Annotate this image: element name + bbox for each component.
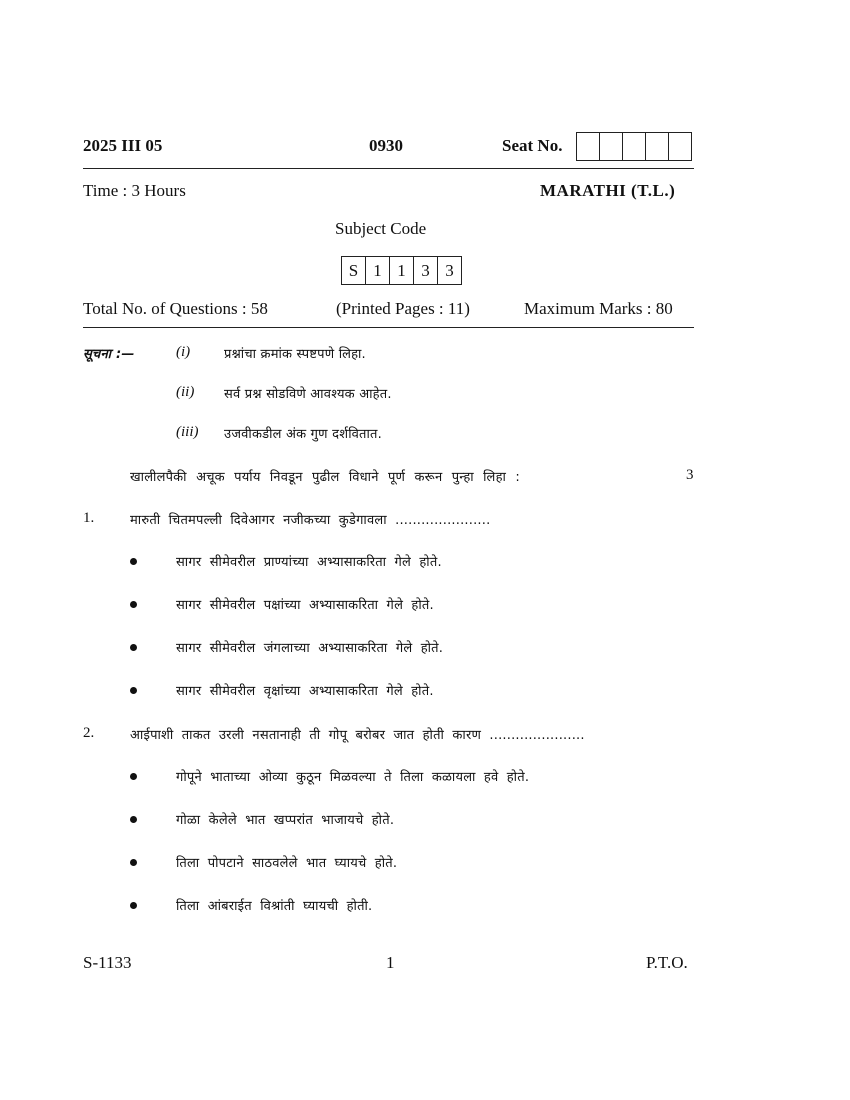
paper-code: 0930: [369, 136, 403, 155]
maximum-marks: Maximum Marks : 80: [524, 299, 673, 318]
seat-box-1: [577, 133, 599, 160]
subject-code-char: S: [348, 260, 359, 280]
subject-code-char: 3: [437, 257, 461, 284]
bullet-icon: [130, 601, 137, 608]
bullet-icon: [130, 902, 137, 909]
bullet-icon: [130, 816, 137, 823]
option-text: तिला आंबराईत विश्रांती घ्यायची होती.: [176, 899, 373, 914]
option-text: तिला पोपटाने साठवलेले भात घ्यायचे होते.: [176, 856, 398, 871]
instruction-number: (iii): [176, 424, 199, 440]
printed-pages: (Printed Pages : 11): [336, 299, 470, 318]
bullet-icon: [130, 644, 137, 651]
seat-number-boxes: [576, 132, 692, 161]
section-marks: 3: [686, 467, 694, 483]
option-text: सागर सीमेवरील प्राण्यांच्या अभ्यासाकरिता गेले होते.: [176, 555, 442, 570]
option-text: सागर सीमेवरील पक्षांच्या अभ्यासाकरिता गेले होते.: [176, 598, 434, 613]
instructions-label: सूचना :—: [83, 347, 135, 362]
seat-box-3: [622, 133, 645, 160]
seat-label: Seat No.: [502, 136, 563, 155]
question-number: 2.: [83, 725, 95, 741]
subject-title: MARATHI (T.L.): [540, 181, 676, 200]
subject-code-char: 1: [389, 257, 413, 284]
option-text: सागर सीमेवरील वृक्षांच्या अभ्यासाकरिता गेले होते.: [176, 684, 434, 699]
subject-code-boxes: [341, 256, 462, 285]
pto-label: P.T.O.: [646, 953, 688, 972]
exam-code: 2025 III 05: [83, 136, 163, 155]
bullet-icon: [130, 773, 137, 780]
subject-code-char: 1: [365, 257, 389, 284]
instruction-text: सर्व प्रश्न सोडविणे आवश्यक आहेत.: [224, 387, 392, 402]
option-text: गोपूने भाताच्या ओव्या कुठून मिळवल्या ते तिला कळायला हवे होते.: [176, 770, 530, 785]
seat-box-4: [645, 133, 668, 160]
footer-code: S-1133: [83, 953, 132, 972]
instruction-text: प्रश्नांचा क्रमांक स्पष्टपणे लिहा.: [224, 347, 366, 362]
page-number: 1: [386, 953, 395, 972]
time-label: Time : 3 Hours: [83, 181, 186, 200]
header-divider-2: [83, 327, 694, 328]
header-divider-1: [83, 168, 694, 169]
question-number: 1.: [83, 510, 95, 526]
bullet-icon: [130, 558, 137, 565]
subject-code-char: 3: [413, 257, 437, 284]
subject-code-label: Subject Code: [335, 219, 427, 238]
question-text: आईपाशी ताकत उरली नसतानाही ती गोपू बरोबर जात होती कारण ......................: [130, 728, 585, 743]
instruction-number: (ii): [176, 384, 195, 400]
instruction-number: (i): [176, 344, 191, 360]
section-heading: खालीलपैकी अचूक पर्याय निवडून पुढील विधाने पूर्ण करून पुन्हा लिहा :: [130, 470, 520, 485]
seat-box-5: [668, 133, 691, 160]
instruction-text: उजवीकडील अंक गुण दर्शवितात.: [224, 427, 382, 442]
total-questions: Total No. of Questions : 58: [83, 299, 268, 318]
bullet-icon: [130, 859, 137, 866]
bullet-icon: [130, 687, 137, 694]
option-text: सागर सीमेवरील जंगलाच्या अभ्यासाकरिता गेले होते.: [176, 641, 444, 656]
question-text: मारुती चितमपल्ली दिवेआगर नजीकच्या कुडेगावला ......................: [130, 513, 491, 528]
option-text: गोळा केलेले भात खप्परांत भाजायचे होते.: [176, 813, 395, 828]
seat-box-2: [599, 133, 622, 160]
